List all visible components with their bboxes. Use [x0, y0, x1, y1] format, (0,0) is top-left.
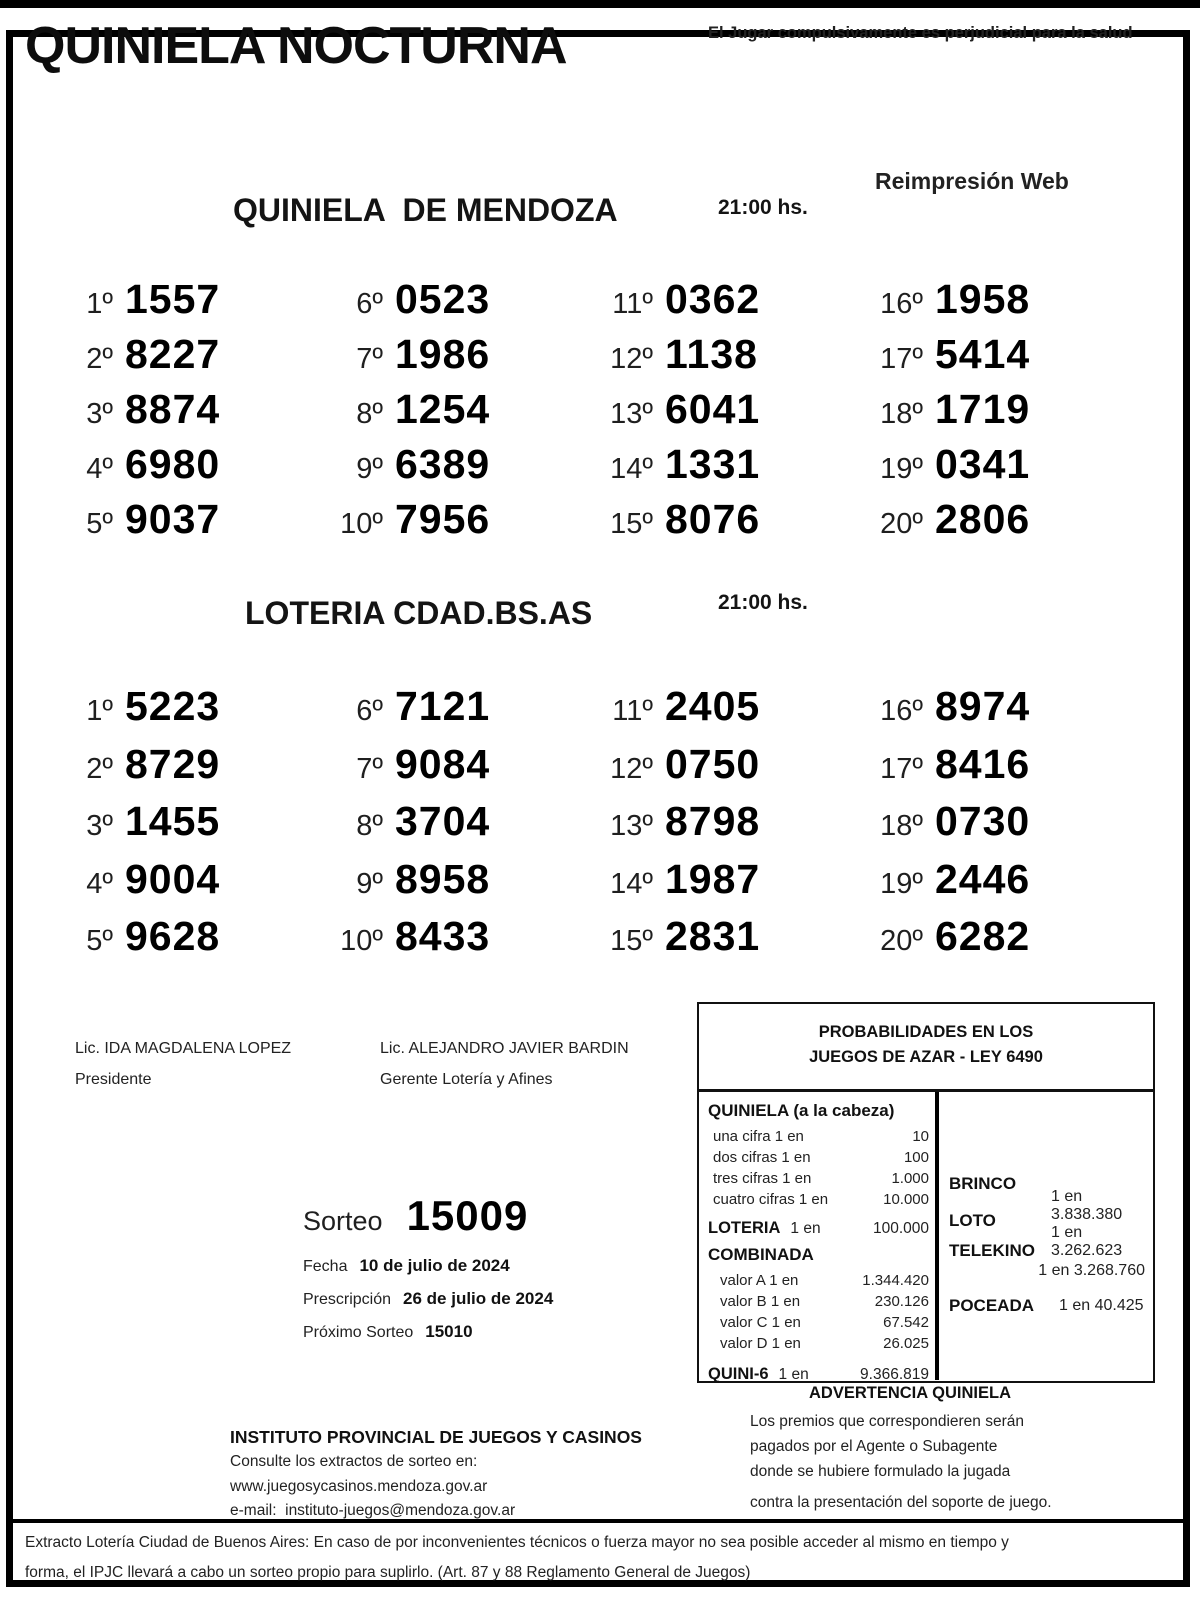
- result-cell: [325, 441, 595, 496]
- result-place: 18º: [880, 398, 923, 430]
- brinco-value: 1 en 3.838.380: [1051, 1188, 1123, 1223]
- result-cell: [325, 741, 595, 799]
- quini6-prob-mid: 1 en: [778, 1366, 809, 1383]
- result-place: 6º: [356, 695, 383, 727]
- result-place: 5º: [86, 508, 113, 540]
- result-number: 3704: [395, 798, 491, 844]
- result-place: 9º: [356, 867, 383, 900]
- result-number: 8416: [935, 740, 1031, 787]
- bsas-section-title: LOTERIA CDAD.BS.AS: [245, 595, 593, 631]
- result-place: 17º: [880, 343, 923, 375]
- result-cell: [55, 496, 325, 551]
- result-place: 12º: [610, 343, 653, 375]
- probability-row: [708, 1126, 929, 1147]
- result-number: 9037: [125, 496, 221, 542]
- loteria-prob-value: 100.000: [872, 1220, 929, 1237]
- reprint-label: Reimpresión Web: [875, 168, 1069, 194]
- probability-row: [708, 1312, 929, 1333]
- result-place: 18º: [880, 810, 923, 842]
- fecha-row: [303, 1250, 553, 1283]
- result-number: 8227: [125, 331, 221, 377]
- proximo-sorteo-value: 15010: [425, 1322, 473, 1341]
- instituto-block: [230, 1424, 710, 1524]
- result-cell: [55, 441, 325, 496]
- result-number: 2831: [665, 913, 761, 959]
- quini6-prob-row: [708, 1365, 929, 1384]
- result-number: 0750: [665, 740, 761, 787]
- result-number: 6389: [395, 441, 491, 487]
- advertencia-line: Los premios que correspondieren serán: [750, 1413, 1024, 1430]
- probabilities-body: [699, 1092, 1153, 1383]
- result-cell: [55, 798, 325, 856]
- result-place: 11º: [612, 695, 653, 727]
- disclaimer-line: forma, el IPJC llevará a cabo un sorteo propio para suplirlo. (Art. 87 y 88 Reglamento General de Juegos): [25, 1564, 751, 1581]
- instituto-email: e-mail: instituto-juegos@mendoza.gov.ar: [230, 1502, 516, 1519]
- result-place: 19º: [880, 453, 923, 485]
- result-place: 11º: [612, 288, 653, 320]
- instituto-website: www.juegosycasinos.mendoza.gov.ar: [230, 1477, 488, 1495]
- result-cell: [595, 441, 865, 496]
- result-place: 9º: [356, 453, 383, 485]
- telekino-value: 1 en 3.268.760: [1038, 1262, 1145, 1279]
- probability-row: [708, 1291, 929, 1312]
- probability-value: 10.000: [883, 1191, 929, 1208]
- result-place: 2º: [86, 752, 113, 785]
- probability-value: 100: [903, 1149, 929, 1166]
- probability-value: 1.344.420: [862, 1272, 929, 1289]
- result-place: 10º: [340, 508, 383, 540]
- result-cell: [595, 741, 865, 799]
- advertencia-line: donde se hubiere formulado la jugada: [750, 1463, 1011, 1480]
- combinada-prob-title: COMBINADA: [708, 1245, 814, 1264]
- result-cell: [325, 331, 595, 386]
- fecha-label: Fecha: [303, 1258, 348, 1275]
- result-place: 3º: [86, 810, 113, 842]
- result-number: 0362: [665, 276, 761, 322]
- result-number: 6282: [935, 913, 1031, 959]
- result-cell: [325, 386, 595, 441]
- result-place: 12º: [610, 752, 653, 785]
- quini6-prob-label: QUINI-6: [708, 1365, 769, 1383]
- prescripcion-label: Prescripción: [303, 1291, 392, 1308]
- probabilities-title-line1: PROBABILIDADES EN LOS: [818, 1023, 1034, 1041]
- probability-label: dos cifras 1 en: [713, 1149, 811, 1166]
- mendoza-draw-time: 21:00 hs.: [718, 196, 808, 219]
- result-place: 10º: [340, 925, 383, 957]
- sorteo-number: 15009: [406, 1192, 529, 1239]
- result-number: 1958: [935, 276, 1031, 322]
- probability-label: valor D 1 en: [720, 1335, 801, 1352]
- loto-label: LOTO: [949, 1211, 996, 1230]
- result-cell: [865, 386, 1135, 441]
- result-place: 8º: [356, 810, 383, 842]
- result-number: 1987: [665, 855, 761, 902]
- result-place: 15º: [610, 925, 653, 957]
- result-cell: [325, 798, 595, 856]
- result-place: 15º: [610, 508, 653, 540]
- fecha-value: 10 de julio de 2024: [359, 1256, 510, 1275]
- result-cell: [865, 276, 1135, 331]
- result-place: 1º: [86, 695, 113, 727]
- poceada-value: 1 en 40.425: [1059, 1297, 1144, 1314]
- probability-row: [708, 1189, 929, 1210]
- result-cell: [55, 913, 325, 971]
- result-place: 4º: [86, 867, 113, 900]
- probabilities-title: [699, 1004, 1153, 1092]
- result-place: 7º: [356, 343, 383, 375]
- probability-row: [708, 1147, 929, 1168]
- sorteo-label: Sorteo: [303, 1206, 383, 1236]
- brinco-label: BRINCO: [949, 1174, 1017, 1193]
- result-cell: [55, 276, 325, 331]
- result-number: 5223: [125, 683, 221, 729]
- result-number: 9628: [125, 913, 221, 959]
- result-cell: [865, 856, 1135, 914]
- official-name: Lic. IDA MAGDALENA LOPEZ: [75, 1040, 292, 1057]
- bsas-draw-time: 21:00 hs.: [718, 591, 808, 614]
- result-number: 8433: [395, 913, 491, 959]
- result-cell: [595, 386, 865, 441]
- draw-dates: [303, 1250, 553, 1349]
- result-cell: [595, 331, 865, 386]
- result-cell: [865, 331, 1135, 386]
- probability-label: tres cifras 1 en: [713, 1170, 812, 1187]
- result-cell: [595, 798, 865, 856]
- result-number: 0730: [935, 798, 1031, 844]
- result-number: 0523: [395, 276, 491, 322]
- result-place: 2º: [86, 343, 113, 375]
- result-place: 14º: [610, 453, 653, 485]
- results-grid-bsas: [55, 683, 1135, 971]
- result-number: 2405: [665, 683, 761, 729]
- probability-row: [708, 1270, 929, 1291]
- health-warning: El Jugar compulsivamente es perjudicial para la salud: [708, 24, 1133, 42]
- result-number: 6041: [665, 386, 761, 432]
- poceada-label: POCEADA: [949, 1296, 1035, 1315]
- probability-row: [708, 1168, 929, 1189]
- proximo-sorteo-label: Próximo Sorteo: [303, 1324, 414, 1341]
- instituto-title: INSTITUTO PROVINCIAL DE JUEGOS Y CASINOS: [230, 1427, 642, 1447]
- loteria-prob-mid: 1 en: [790, 1220, 821, 1237]
- result-cell: [55, 331, 325, 386]
- quini6-prob-value: 9.366.819: [860, 1366, 929, 1383]
- result-cell: [55, 856, 325, 914]
- result-cell: [325, 276, 595, 331]
- loto-value: 1 en 3.262.623: [1051, 1224, 1123, 1259]
- result-number: 7121: [395, 683, 491, 729]
- result-cell: [595, 683, 865, 741]
- result-cell: [55, 741, 325, 799]
- disclaimer-text: [25, 1528, 1175, 1588]
- result-cell: [325, 683, 595, 741]
- result-cell: [595, 276, 865, 331]
- loteria-prob-row: [708, 1219, 929, 1238]
- result-cell: [325, 856, 595, 914]
- result-place: 17º: [880, 752, 923, 785]
- result-cell: [865, 741, 1135, 799]
- result-number: 8958: [395, 855, 491, 902]
- result-number: 1138: [665, 331, 758, 377]
- instituto-consulte-line: Consulte los extractos de sorteo en:: [230, 1453, 478, 1470]
- result-number: 9004: [125, 855, 221, 902]
- result-place: 3º: [86, 398, 113, 430]
- result-number: 1719: [935, 386, 1031, 432]
- probability-label: cuatro cifras 1 en: [713, 1191, 829, 1208]
- prescripcion-row: [303, 1283, 553, 1316]
- result-number: 8974: [935, 683, 1031, 729]
- result-number: 7956: [395, 496, 491, 542]
- mendoza-section-title: QUINIELA DE MENDOZA: [233, 192, 618, 228]
- telekino-label: TELEKINO: [949, 1241, 1035, 1260]
- probabilities-right-column: [939, 1092, 1153, 1380]
- advertencia-line: pagados por el Agente o Subagente: [750, 1438, 998, 1455]
- probabilities-title-line2: JUEGOS DE AZAR - LEY 6490: [809, 1048, 1043, 1066]
- result-number: 1331: [665, 441, 761, 487]
- official-signature-presidente: [75, 1040, 291, 1089]
- result-number: 1254: [395, 386, 491, 432]
- result-number: 8076: [665, 496, 761, 542]
- result-place: 13º: [610, 810, 653, 842]
- result-number: 8798: [665, 798, 761, 844]
- official-role: Presidente: [75, 1071, 152, 1088]
- advertencia-title: ADVERTENCIA QUINIELA: [809, 1384, 1011, 1402]
- result-cell: [55, 386, 325, 441]
- result-cell: [865, 913, 1135, 971]
- result-place: 13º: [610, 398, 653, 430]
- result-number: 9084: [395, 740, 491, 787]
- result-place: 8º: [356, 398, 383, 430]
- result-number: 0341: [935, 441, 1031, 487]
- probability-value: 10: [912, 1128, 929, 1145]
- probability-value: 67.542: [883, 1314, 929, 1331]
- official-role: Gerente Lotería y Afines: [380, 1071, 553, 1088]
- result-place: 6º: [356, 288, 383, 320]
- advertencia-body: [750, 1409, 1170, 1515]
- result-place: 19º: [880, 867, 923, 900]
- proximo-sorteo-row: [303, 1316, 553, 1349]
- result-cell: [595, 856, 865, 914]
- official-name: Lic. ALEJANDRO JAVIER BARDIN: [380, 1040, 629, 1057]
- sorteo-row: [303, 1192, 528, 1240]
- official-signature-gerente: [380, 1040, 629, 1089]
- result-number: 8874: [125, 386, 221, 432]
- result-number: 8729: [125, 740, 221, 787]
- probability-row: [708, 1333, 929, 1354]
- result-number: 5414: [935, 331, 1031, 377]
- quiniela-prob-title: QUINIELA (a la cabeza): [708, 1101, 895, 1120]
- result-place: 1º: [86, 288, 113, 320]
- result-number: 1557: [125, 276, 221, 322]
- result-place: 16º: [880, 288, 923, 320]
- probability-label: una cifra 1 en: [713, 1128, 804, 1145]
- result-cell: [55, 683, 325, 741]
- result-cell: [595, 496, 865, 551]
- probability-value: 230.126: [874, 1293, 929, 1310]
- probability-label: valor C 1 en: [720, 1314, 801, 1331]
- result-place: 16º: [880, 695, 923, 727]
- disclaimer-line: Extracto Lotería Ciudad de Buenos Aires: En caso de por inconvenientes técnicos o fuerza mayor no sea posible acceder al mismo en tiempo y: [25, 1534, 1009, 1551]
- result-number: 6980: [125, 441, 221, 487]
- result-cell: [865, 496, 1135, 551]
- probability-label: valor A 1 en: [720, 1272, 799, 1289]
- result-number: 1455: [125, 798, 221, 844]
- result-cell: [325, 913, 595, 971]
- result-number: 2806: [935, 496, 1031, 542]
- result-place: 4º: [86, 453, 113, 485]
- result-place: 14º: [610, 867, 653, 900]
- result-cell: [865, 683, 1135, 741]
- result-number: 2446: [935, 855, 1031, 902]
- result-number: 1986: [395, 331, 491, 377]
- probability-value: 26.025: [883, 1335, 929, 1352]
- result-cell: [325, 496, 595, 551]
- advertencia-line: contra la presentación del soporte de juego.: [750, 1494, 1052, 1511]
- result-cell: [595, 913, 865, 971]
- loteria-prob-label: LOTERIA: [708, 1219, 781, 1237]
- probabilities-left-column: [699, 1092, 939, 1383]
- probability-label: valor B 1 en: [720, 1293, 801, 1310]
- page-top-border: [0, 0, 1200, 8]
- result-place: 7º: [356, 752, 383, 785]
- result-cell: [865, 441, 1135, 496]
- result-place: 20º: [880, 508, 923, 540]
- result-place: 5º: [86, 925, 113, 957]
- results-grid-mendoza: [55, 276, 1135, 551]
- page-title: QUINIELA NOCTURNA: [25, 17, 567, 75]
- probability-value: 1.000: [891, 1170, 929, 1187]
- probabilities-box: [697, 1002, 1155, 1383]
- result-cell: [865, 798, 1135, 856]
- prescripcion-value: 26 de julio de 2024: [403, 1289, 554, 1308]
- result-place: 20º: [880, 925, 923, 957]
